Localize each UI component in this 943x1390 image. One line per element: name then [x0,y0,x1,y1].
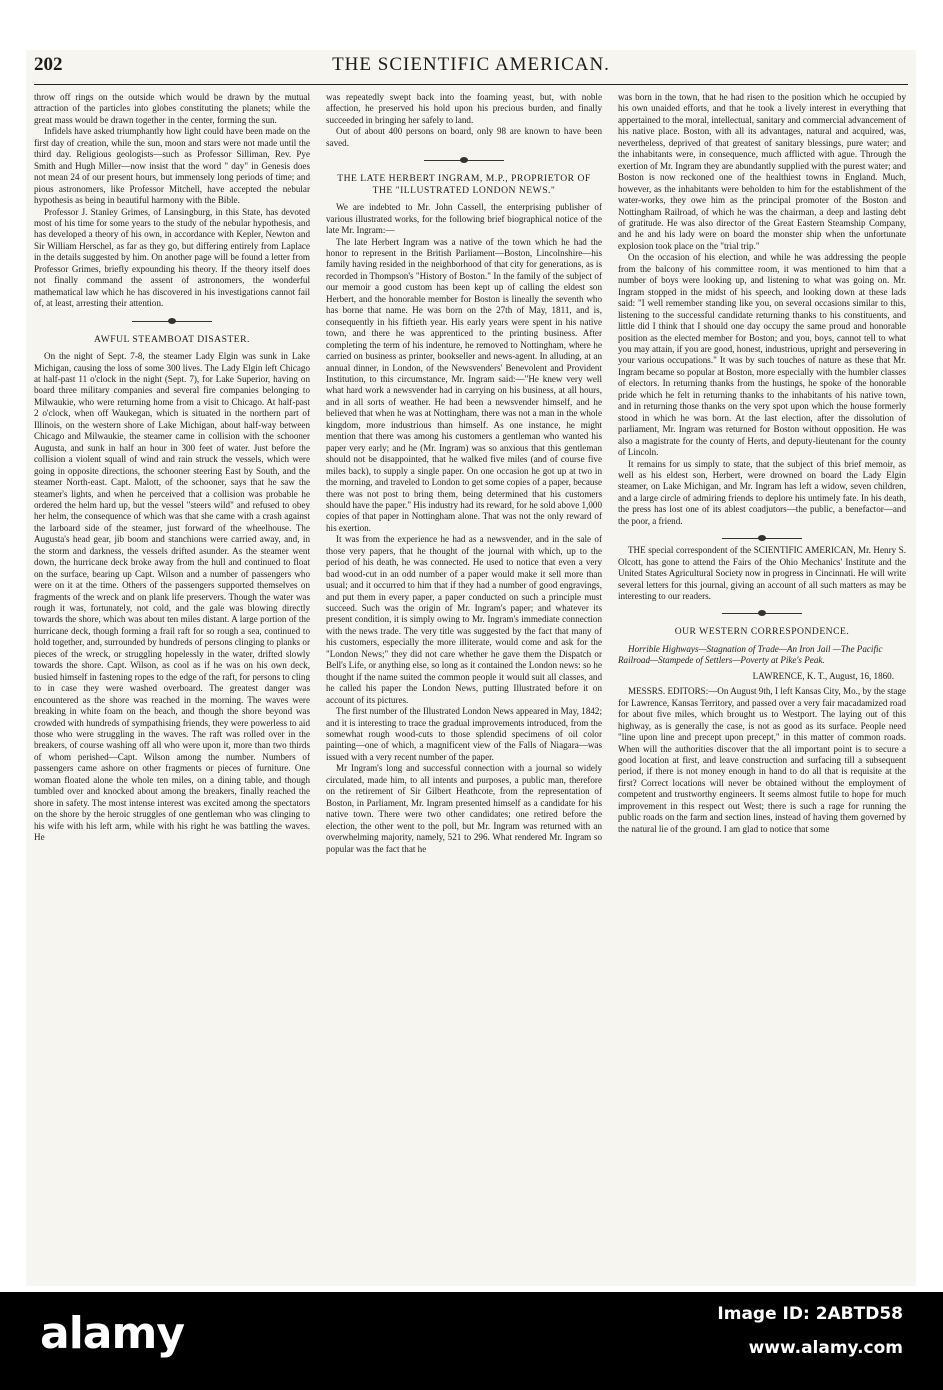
page-number: 202 [34,54,63,75]
alamy-logo: alamy [40,1308,184,1359]
column-3 [618,92,906,1282]
paragraph: MESSRS. EDITORS:—On August 9th, I left Kansas City, Mo., by the stage for Lawrence, Kansas Territory, and passed over a very fair macadamized road for about five miles, which brought us to Westport. The laying out of this highway, as is generally the case, is not as good as its surface. People need "line upon line and precept upon precept," in this matter of common roads. When will the authorities discover that the all important point is to secure a good location at first, and leave construction and surfacing till a subsequent period, if there is not money enough in hand to do all that is requisite at the first? Correct locations will never be obtained without the employment of competent and trustworthy engineers. It seems almost futile to hope for much improvement in this respect out West; there is such a rage for running the public roads on the farm and section lines, instead of having them governed by the natural lie of the ground. I am glad to notice that some [618,686,906,834]
image-id: Image ID: 2ABTD58 [717,1304,903,1324]
site-url: www.alamy.com [748,1338,903,1358]
article-deck: Horrible Highways—Stagnation of Trade—An Iron Jail —The Pacific Railroad—Stampede of Settlers—Poverty at Pike's Peak. [618,643,883,666]
paragraph: Out of about 400 persons on board, only 98 are known to have been saved. [326,126,602,148]
paragraph: Professor J. Stanley Grimes, of Lansingburg, in this State, has devoted most of his time for some years to the study of the nebular hypothesis, and has developed a theory of his own, in accordance with Kepler, Newton and Sir William Herschel, as far as they go, but differing entirely from Laplace in the details suggested by him. On another page will be found a letter from Professor Grimes, briefly expounding his theory. If the theory itself does not finally command the assent of astronomers, the wonderful mathematical law which he has discovered in his investigations cannot fail of, at least, arresting their attention. [34,206,310,309]
section-separator [722,533,802,543]
paragraph: The first number of the Illustrated London News appeared in May, 1842; and it is interesting to trace the gradual improvements introduced, from the somewhat rough wood-cuts to those splendid specimens of oil color painting—one of which, a magnificent view of the Falls of Niagara—was issued with a very recent number of the paper. [326,706,602,762]
paragraph: It was from the experience he had as a newsvender, and in the sale of those very papers, that he thought of the journal with which, up to the period of his death, he was connected. He used to notice that even a very bad wood-cut in an odd number of a paper would make it sell more than usual; and it occurred to him that if they had a number of good engravings, and put them in every paper, a paper conducted on such a principle must succeed. Such was the origin of Mr. Ingram's paper; and whatever its present condition, it is simply owing to Mr. Ingram's immediate connection with the news trade. The very title was suggested by the fact that many of his customers, especially the more illiterate, would come and ask for the "London News;" they did not care whether he gave them the Dispatch or Bell's Life, or anything else, so long as it contained the London news: so he thought if the name suited the common people it would suit all classes, and he called his paper the London News, putting Illustrated before it on account of its pictures. [326,534,602,705]
paragraph: On the occasion of his election, and while he was addressing the people from the balcony of his committee room, it was mentioned to him that a number of boys were looking up, and listening to what was going on. Mr. Ingram stopped in the midst of his speech, and looking down at these lads said: "I well remember standing like you, on several occasions similar to this, listening to the successful candidate returning thanks to his constituents, and little did I think that I should one day occupy the same proud and honorable position as the elected member for Boston; and you, boys, cannot tell to what you may attain, if you are good, honest, industrious, upright and persevering in your various occupations." It was by such touches of nature as these that Mr. Ingram became so popular at Boston, more especially with the humbler classes of electors. In returning thanks from the hustings, he spoke of the honorable pride which he felt in returning thanks to the inhabitants of his native town, and in returning those thanks on the very spot upon which the house formerly stood in which he was born. At the last election, after the dissolution of parliament, Mr. Ingram was returned for Boston without opposition. He was also a magistrate for the county of Herts, and deputy-lieutenant for the county of Lincoln. [618,252,906,458]
journal-title: THE SCIENTIFIC AMERICAN. [332,54,610,75]
article-heading-ingram: THE LATE HERBERT INGRAM, M.P., PROPRIETOR OF THE "ILLUSTRATED LONDON NEWS." [337,173,591,196]
column-2 [326,92,602,1282]
paragraph: Mr Ingram's long and successful connection with a journal so widely circulated, made him, to all intents and purposes, a public man, therefore on the retirement of Sir Gilbert Heathcote, from the representation of Boston, in Parliament, Mr. Ingram presented himself as a candidate for his native town. There were two other candidates; one retired before the election, the other went to the poll, but Mr. Ingram was returned with an overwhelming majority, namely, 521 to 296. What rendered Mr. Ingram so popular was the fact that he [326,763,602,854]
column-1 [34,92,310,1282]
paragraph: The late Herbert Ingram was a native of the town which he had the honor to represent in the British Parliament—Boston, Lincolnshire—his family having resided in the neighborhood of that city for generations, as is recorded in Thompson's "History of Boston." In the family of the subject of our memoir a good custom has been kept up of calling the eldest son Herbert, and the honorable member for Boston is lineally the seventh who has borne that name. He was born on the 27th of May, 1811, and is, consequently in his fiftieth year. His early years were spent in his native town, and there he was apprenticed to the printing business. After completing the term of his indenture, he removed to Nottingham, where he carried on business as printer, bookseller and news-agent. In alluding, at an annual dinner, in London, of the Newsvenders' Benevolent and Provident Institution, to this circumstance, Mr. Ingram said:—"He knew very well what hard work a newsvender had in carrying on his business, at all hours, and in all sorts of weather. He had been a newsvender himself, and he believed that when he was at Nottingham, there was not a man in the whole kingdom, more industrious than himself. As one instance, he might mention that there was among his customers a gentleman who wanted his paper very early; and he (Mr. Ingram) was so anxious that this gentleman should not be disappointed, that he walked five miles (and of course five miles back), to supply a single paper. On one occasion he got up at two in the morning, and traveled to London to get some copies of a paper, because there was not post to bring them, being determined that his customers should have the paper." His industry had its reward, for he sold above 1,000 copies of that paper in Nottingham alone. That was not the only reward of his exertion. [326,236,602,533]
paragraph: On the night of Sept. 7-8, the steamer Lady Elgin was sunk in Lake Michigan, causing the loss of some 300 lives. The Lady Elgin left Chicago at half-past 11 o'clock in the night (Sept. 7), for Lake Superior, having on board three military companies and several fire companies belonging to Milwaukie, who were returning home from a visit to Chicago. At half-past 2 o'clock, when off Waukegan, which is situated in the northern part of Illinois, on the western shore of Lake Michigan, about half-way between Chicago and Milwaukie, the steamer came in collision with the schooner Augusta, and sunk in half an hour in 300 feet of water. Just before the collision a violent squall of wind and rain struck the vessels, which were going in opposite directions, the schooner steering East by South, and the steamer North-east. Capt. Malott, of the schooner, says that he saw the steamer's lights, and when he perceived that a collision was probable he ordered the helm hard up, but the vessel "steers wild" and refused to obey her helm, the consequence of which was that she came with a crash against the larboard side of the steamer, just forward of the wheelhouse. The Augusta's head gear, jib boom and stanchions were carried away, and, in the storm and darkness, the vessels drifted asunder. As the steamer went down, the hurricane deck broke away from the hull and continued to float on the surface, bearing up Capt. Wilson and a number of passengers who were on it at the time. Others of the passengers supported themselves on fragments of the wreck and on plank life preservers. Though the water was rough it was, fortunately, not cold, and the gale was blowing directly towards the shore, which was about ten miles distant. A large portion of the hurricane deck, though forming a frail raft for so rough a sea, continued to hold together, and, surrounded by hundreds of persons clinging to planks or pieces of the wreck, or struggling hopelessly in the water, drifted slowly towards the shore. Capt. Wilson, as cool as if he was on his own deck, busied himself in fastening ropes to the edge of the raft, for persons to cling to in case they were washed overboard. The greatest danger was encountered as the shore was reached in the morning. The waves were breaking in white foam on the beach, and though the shore beyond was crowded with hundreds of sympathising friends, they were powerless to aid those who were struggling in the waves. The raft was rolled over in the breakers, of course washing off all who were upon it, more than two thirds of whom perished—Capt. Wilson among the number. Numbers of passengers came ashore on other fragments or pieces of furniture. One woman floated alone the whole ten miles, on a dining table, and though tumbled over and knocked about among the breakers, finally reached the shore in safety. The most intense interest was excited among the spectators on the shore by the heroic struggles of one gentleman who was clinging to his wife with his left arm, while with his right he was battling the waves. He [34,351,310,843]
paragraph: Infidels have asked triumphantly how light could have been made on the first day of creation, while the sun, moon and stars were not made until the third day. Religious geologists—such as Professor Silliman, Rev. Pye Smith and Hugh Miller—now insist that the word " day" in Genesis does not mean 24 of our present hours, but immensely long periods of time; and pious astronomers, like Professor Mitchell, have accepted the nebular hypothesis as being in beautiful harmony with the Bible. [34,126,310,206]
dateline: LAWRENCE, K. T., August, 16, 1860. [752,670,894,681]
newspaper-page [26,50,916,1286]
section-separator [424,155,504,165]
paragraph: was repeatedly swept back into the foaming yeast, but, with noble affection, he preserved his hold upon his precious burden, and finally succeeded in bringing her safely to land. [326,92,602,125]
paragraph: It remains for us simply to state, that the subject of this brief memoir, as well as his eldest son, Herbert, were drowned on board the Lady Elgin steamer, on Lake Michigan, and Mr. Ingram has left a widow, seven children, and a large circle of admiring friends to deplore his untimely fate. In his death, the press has lost one of its ablest coadjutors—the public, a benefactor—and the poor, a friend. [618,458,906,526]
article-heading-western-correspondence: OUR WESTERN CORRESPONDENCE. [674,626,850,638]
paragraph: throw off rings on the outside which would be drawn by the mutual attraction of the particles into globes constituting the planets; while the great mass would be drawn together in the center, forming the sun. [34,92,310,125]
paragraph: was born in the town, that he had risen to the position which he occupied by his own unaided efforts, and that he took a lively interest in everything that appertained to the moral, intellectual, sanitary and commercial advancement of his native place. Boston, with all its advantages, natural and acquired, was, nevertheless, deprived of that greatest of sanitary blessings, pure water; and the inhabitants were, in consequence, much afflicted with ague. Through the exertion of Mr. Ingram they are abundantly supplied with the purest water; and Boston is now reckoned one of the healthiest towns in England. Much, however, as the inhabitants were beholden to him for the establishment of the water-works, they owe him as the principal promoter of the Boston and Nottingham Railroad, of which he was the chairman, a deep and lasting debt of gratitude. He was also director of the Great Eastern Steamship Company, and he and his lady were on board the monster ship when the unfortunate explosion took place on the "trial trip." [618,92,906,251]
article-heading-steamboat: AWFUL STEAMBOAT DISASTER. [94,333,250,345]
section-separator [132,316,212,326]
paragraph: We are indebted to Mr. John Cassell, the enterprising publisher of various illustrated works, for the following brief biographical notice of the late Mr. Ingram:— [326,202,602,236]
section-separator [722,608,802,618]
watermark-band [0,1292,943,1390]
paragraph-correspondent-note: THE special correspondent of the SCIENTIFIC AMERICAN, Mr. Henry S. Olcott, has gone to attend the Fairs of the Ohio Mechanics' Institute and the United States Agricultural Society now in progress in Cincinnati. He will write several letters for this journal, giving an account of all such matters as may be interesting to our readers. [618,545,906,602]
masthead [34,54,908,85]
